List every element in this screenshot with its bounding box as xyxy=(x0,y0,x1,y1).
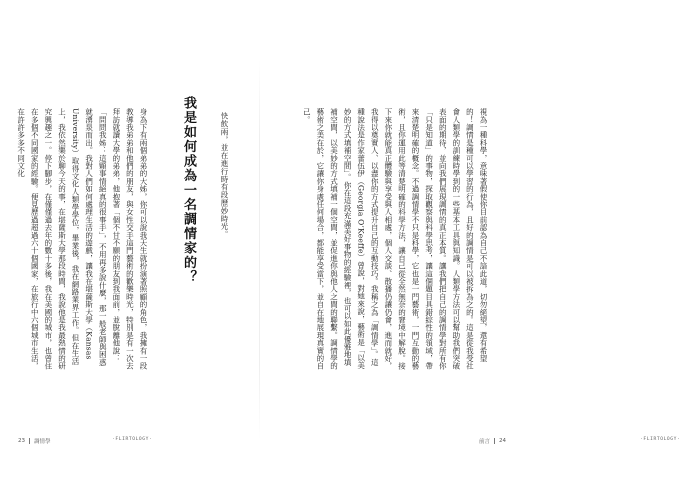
footer-divider xyxy=(29,438,30,444)
left-page xyxy=(0,0,260,500)
author-intro: 快飲兩，並在進行時有段歷妙時光。 xyxy=(220,112,229,239)
left-page-number: 23 xyxy=(18,438,25,444)
right-center-mark: ·FLIRTOLOGY xyxy=(640,437,678,442)
left-body-text: 身為下有兩個弟弟的大姊，你可以說我天生就扮演著照顧的角色，我擁有一段教導我弟弟和他們的朋友，與女性交手這門藝術的歡樂時光，特別是有一次去拜訪就讀大學的弟弟，他抱著「個不甘不願的朋友到我面前，並脫離他說：「問問我姊：這顆事情絕真的很事手」，不用再多說什麼，那一般老師與困惑就湧泉而出。我對人們如何處理生活的遊戲，讓我在堪薩斯大學（Kansas University）取得文化人類學學位，畢業後，我在網路業界工作。但在生活上，我依然樂於聊今天的事，在堪薩斯大學那段時間，我說他是我最熱情的研究興趣之一。停下腳步，在僅僅過去年的數十多後，我在美國的城市，也曾住在多個不同國家的經驗。便見歷過超過六十個國家，在旅行中六個城市生活，在許許多多不同文化 xyxy=(16,108,148,370)
left-footer xyxy=(18,437,51,445)
chapter-title: 我是如何成為一名調情家的？ xyxy=(181,96,196,285)
right-running-head: 前言 xyxy=(478,439,490,445)
left-running-head: 調情學 xyxy=(34,439,51,445)
footer-divider xyxy=(494,438,495,444)
left-center-mark: ·FLIRTOLOGY· xyxy=(112,437,153,442)
right-footer xyxy=(479,437,506,445)
right-page xyxy=(260,0,678,500)
right-page-number: 24 xyxy=(499,438,506,444)
right-body-text: 視為一種科學，意味著假使你目前認為自己不諳此道，切勿絕望，還有希望的！調情是種可以學習的行為，且好的調情是可以被拆為之的。這是從我受社會人類學的訓練時學到的一些基本工具與知識。人類學方法可以幫助我們突破表面的期待，並向我們展現調情的真正本質。讓我們把自己的調情學對所有你「只是知道」的事物，探取觀察與科學思考，讓這個題目具錯綜性的領域，帶來清楚明確的概念。不過調情學不只是科學，它也是一門藝術，一門互動的藝術，且你運用此等清楚明確的科學方法，讓自己從全然無奈的窘境中解脫。接下來你就能真正體驗與享受與人相處，個人交談、散播仍讓仍會，進而就好，我得以奠實人、以盡你的方式提升自己的互動技巧。我稱之為「調情學」。這種說法是作家蕾伍伊（Georgia O’Keeffe）曾說，對她來說，藝術是「以美妙的方式填補空間」。你在這段充滿美好事物的經驗裡，也可以如此優雅地填補空間，以美妙的方式填補一個空間，並促進你與他人之間的聯繫。調情學的藝術之美在於，它讓你身處任何場合，都能享受當下，並自在地展現真實的自己。 xyxy=(302,108,488,370)
